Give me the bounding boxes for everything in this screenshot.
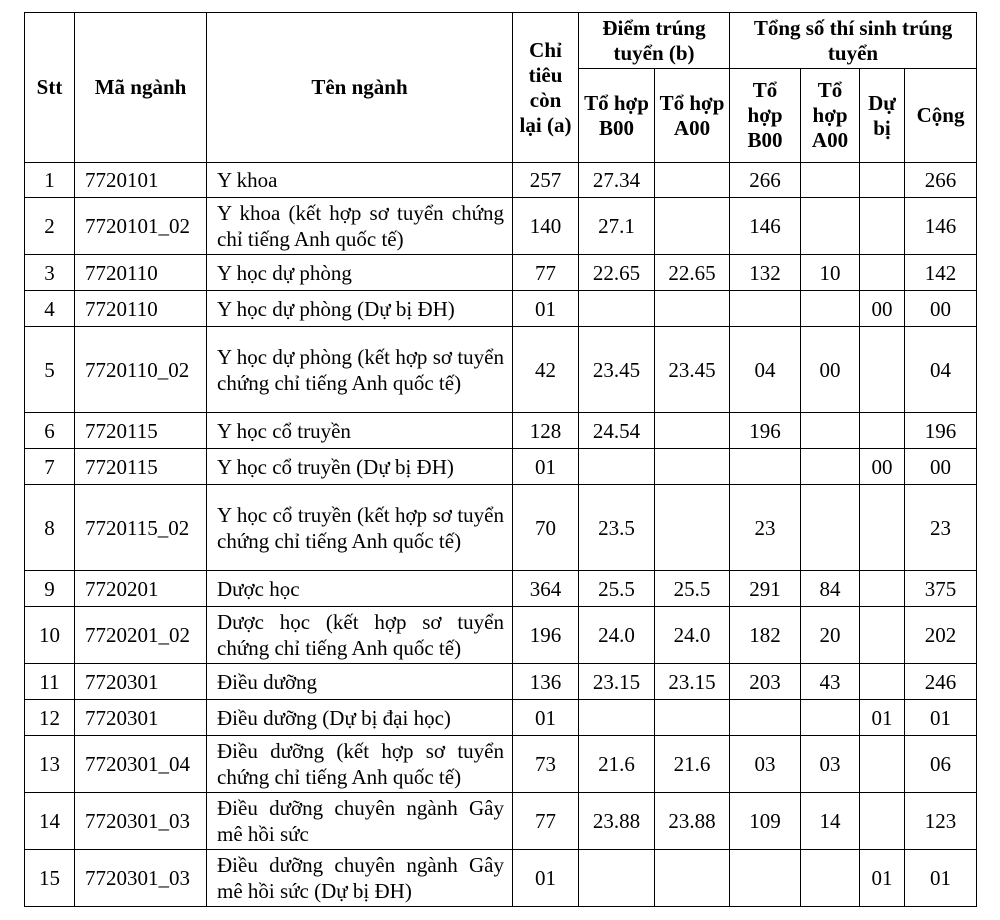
cell-cong: 142 <box>905 255 977 291</box>
cell-cong: 202 <box>905 607 977 664</box>
header-diem-b00: Tổ hợp B00 <box>579 69 655 163</box>
cell-diem-b00: 23.88 <box>579 793 655 850</box>
cell-diem-a00 <box>655 163 730 198</box>
header-du-bi: Dự bị <box>860 69 905 163</box>
cell-stt: 5 <box>25 327 75 413</box>
header-tong-so-thi-sinh: Tổng số thí sinh trúng tuyển <box>730 13 977 69</box>
cell-cong: 375 <box>905 571 977 607</box>
cell-ma-nganh: 7720115_02 <box>75 485 207 571</box>
admission-table <box>24 12 977 907</box>
cell-du-bi <box>860 607 905 664</box>
cell-chi-tieu: 196 <box>513 607 579 664</box>
table-row <box>25 255 977 291</box>
cell-stt: 13 <box>25 736 75 793</box>
cell-du-bi <box>860 198 905 255</box>
cell-diem-b00 <box>579 291 655 327</box>
cell-ma-nganh: 7720301_03 <box>75 850 207 907</box>
cell-du-bi <box>860 163 905 198</box>
cell-chi-tieu: 70 <box>513 485 579 571</box>
cell-du-bi <box>860 413 905 449</box>
cell-stt: 11 <box>25 664 75 700</box>
cell-diem-a00 <box>655 291 730 327</box>
table-row <box>25 700 977 736</box>
cell-tong-b00: 23 <box>730 485 801 571</box>
header-cong: Cộng <box>905 69 977 163</box>
cell-diem-b00: 24.54 <box>579 413 655 449</box>
cell-ma-nganh: 7720301 <box>75 664 207 700</box>
table-row <box>25 327 977 413</box>
header-tong-b00: Tổ hợp B00 <box>730 69 801 163</box>
cell-diem-b00: 23.45 <box>579 327 655 413</box>
cell-tong-a00 <box>801 449 860 485</box>
cell-diem-b00: 21.6 <box>579 736 655 793</box>
cell-tong-b00: 146 <box>730 198 801 255</box>
cell-stt: 3 <box>25 255 75 291</box>
cell-tong-a00: 00 <box>801 327 860 413</box>
cell-tong-a00: 14 <box>801 793 860 850</box>
cell-ma-nganh: 7720101_02 <box>75 198 207 255</box>
header-diem-trung-tuyen: Điểm trúng tuyển (b) <box>579 13 730 69</box>
header-ten-nganh: Tên ngành <box>207 13 513 163</box>
table-row <box>25 664 977 700</box>
cell-diem-b00: 23.5 <box>579 485 655 571</box>
cell-diem-b00: 25.5 <box>579 571 655 607</box>
cell-ma-nganh: 7720301 <box>75 700 207 736</box>
table-row <box>25 291 977 327</box>
cell-ma-nganh: 7720115 <box>75 413 207 449</box>
cell-cong: 04 <box>905 327 977 413</box>
cell-tong-a00: 10 <box>801 255 860 291</box>
cell-cong: 23 <box>905 485 977 571</box>
cell-ma-nganh: 7720301_04 <box>75 736 207 793</box>
cell-ma-nganh: 7720110_02 <box>75 327 207 413</box>
cell-diem-b00 <box>579 449 655 485</box>
cell-stt: 8 <box>25 485 75 571</box>
cell-diem-a00 <box>655 700 730 736</box>
cell-tong-b00: 291 <box>730 571 801 607</box>
cell-ma-nganh: 7720110 <box>75 255 207 291</box>
cell-tong-b00: 196 <box>730 413 801 449</box>
cell-ten-nganh: Y khoa <box>207 163 513 198</box>
cell-chi-tieu: 01 <box>513 850 579 907</box>
cell-ma-nganh: 7720115 <box>75 449 207 485</box>
cell-diem-a00 <box>655 485 730 571</box>
cell-tong-b00: 203 <box>730 664 801 700</box>
cell-ten-nganh: Dược học (kết hợp sơ tuyển chứng chỉ tiếng Anh quốc tế) <box>207 607 513 664</box>
header-stt: Stt <box>25 13 75 163</box>
cell-chi-tieu: 42 <box>513 327 579 413</box>
cell-diem-b00: 27.34 <box>579 163 655 198</box>
header-chi-tieu: Chỉ tiêu còn lại (a) <box>513 13 579 163</box>
cell-chi-tieu: 140 <box>513 198 579 255</box>
table-row <box>25 607 977 664</box>
cell-tong-a00: 20 <box>801 607 860 664</box>
cell-ten-nganh: Y học cổ truyền (Dự bị ĐH) <box>207 449 513 485</box>
cell-cong: 146 <box>905 198 977 255</box>
cell-diem-a00: 24.0 <box>655 607 730 664</box>
cell-cong: 196 <box>905 413 977 449</box>
cell-cong: 123 <box>905 793 977 850</box>
table-row <box>25 485 977 571</box>
cell-chi-tieu: 128 <box>513 413 579 449</box>
cell-stt: 12 <box>25 700 75 736</box>
cell-chi-tieu: 136 <box>513 664 579 700</box>
cell-tong-a00 <box>801 198 860 255</box>
cell-tong-b00: 266 <box>730 163 801 198</box>
cell-ten-nganh: Điều dưỡng (kết hợp sơ tuyển chứng chỉ tiếng Anh quốc tế) <box>207 736 513 793</box>
cell-tong-b00 <box>730 449 801 485</box>
table-header <box>25 13 977 163</box>
cell-diem-a00: 21.6 <box>655 736 730 793</box>
cell-tong-b00 <box>730 850 801 907</box>
cell-stt: 9 <box>25 571 75 607</box>
cell-du-bi: 01 <box>860 700 905 736</box>
cell-diem-a00: 23.15 <box>655 664 730 700</box>
cell-ma-nganh: 7720101 <box>75 163 207 198</box>
cell-du-bi <box>860 485 905 571</box>
cell-tong-a00 <box>801 413 860 449</box>
cell-chi-tieu: 77 <box>513 255 579 291</box>
table-row <box>25 449 977 485</box>
cell-diem-a00: 22.65 <box>655 255 730 291</box>
cell-du-bi <box>860 793 905 850</box>
cell-ten-nganh: Điều dưỡng chuyên ngành Gây mê hồi sức (Dự bị ĐH) <box>207 850 513 907</box>
cell-ten-nganh: Y học dự phòng (Dự bị ĐH) <box>207 291 513 327</box>
cell-du-bi: 00 <box>860 449 905 485</box>
cell-diem-b00: 23.15 <box>579 664 655 700</box>
table-row <box>25 198 977 255</box>
cell-cong: 01 <box>905 700 977 736</box>
cell-diem-a00: 23.45 <box>655 327 730 413</box>
cell-cong: 00 <box>905 291 977 327</box>
cell-tong-b00: 03 <box>730 736 801 793</box>
table-row <box>25 163 977 198</box>
cell-chi-tieu: 77 <box>513 793 579 850</box>
cell-stt: 6 <box>25 413 75 449</box>
cell-ten-nganh: Dược học <box>207 571 513 607</box>
cell-chi-tieu: 01 <box>513 449 579 485</box>
cell-ten-nganh: Y học cổ truyền (kết hợp sơ tuyển chứng chỉ tiếng Anh quốc tế) <box>207 485 513 571</box>
cell-stt: 1 <box>25 163 75 198</box>
cell-chi-tieu: 257 <box>513 163 579 198</box>
cell-tong-a00 <box>801 291 860 327</box>
table-row <box>25 736 977 793</box>
cell-cong: 06 <box>905 736 977 793</box>
cell-du-bi: 00 <box>860 291 905 327</box>
cell-diem-a00: 25.5 <box>655 571 730 607</box>
cell-ma-nganh: 7720301_03 <box>75 793 207 850</box>
cell-chi-tieu: 01 <box>513 700 579 736</box>
header-diem-a00: Tổ hợp A00 <box>655 69 730 163</box>
cell-ma-nganh: 7720110 <box>75 291 207 327</box>
cell-du-bi <box>860 664 905 700</box>
cell-stt: 2 <box>25 198 75 255</box>
header-tong-a00: Tổ hợp A00 <box>801 69 860 163</box>
cell-tong-a00 <box>801 850 860 907</box>
cell-du-bi <box>860 327 905 413</box>
cell-stt: 14 <box>25 793 75 850</box>
cell-cong: 246 <box>905 664 977 700</box>
cell-diem-b00 <box>579 850 655 907</box>
cell-ten-nganh: Điều dưỡng (Dự bị đại học) <box>207 700 513 736</box>
cell-diem-a00 <box>655 413 730 449</box>
cell-diem-b00 <box>579 700 655 736</box>
cell-tong-a00 <box>801 163 860 198</box>
table-body <box>25 163 977 907</box>
cell-tong-b00: 132 <box>730 255 801 291</box>
cell-tong-a00: 84 <box>801 571 860 607</box>
cell-tong-a00: 03 <box>801 736 860 793</box>
cell-cong: 00 <box>905 449 977 485</box>
table-row <box>25 850 977 907</box>
table-row <box>25 571 977 607</box>
cell-tong-a00 <box>801 485 860 571</box>
cell-tong-b00: 04 <box>730 327 801 413</box>
cell-stt: 10 <box>25 607 75 664</box>
cell-diem-b00: 24.0 <box>579 607 655 664</box>
cell-du-bi <box>860 255 905 291</box>
cell-stt: 7 <box>25 449 75 485</box>
cell-ma-nganh: 7720201_02 <box>75 607 207 664</box>
cell-tong-a00 <box>801 700 860 736</box>
cell-ten-nganh: Y học cổ truyền <box>207 413 513 449</box>
cell-ten-nganh: Điều dưỡng chuyên ngành Gây mê hồi sức <box>207 793 513 850</box>
cell-du-bi <box>860 571 905 607</box>
cell-chi-tieu: 73 <box>513 736 579 793</box>
cell-diem-b00: 27.1 <box>579 198 655 255</box>
cell-du-bi <box>860 736 905 793</box>
cell-diem-a00 <box>655 449 730 485</box>
table-row <box>25 413 977 449</box>
cell-ten-nganh: Y học dự phòng <box>207 255 513 291</box>
cell-chi-tieu: 01 <box>513 291 579 327</box>
cell-ten-nganh: Điều dưỡng <box>207 664 513 700</box>
cell-tong-b00 <box>730 700 801 736</box>
cell-ma-nganh: 7720201 <box>75 571 207 607</box>
cell-cong: 266 <box>905 163 977 198</box>
cell-diem-a00: 23.88 <box>655 793 730 850</box>
cell-cong: 01 <box>905 850 977 907</box>
cell-diem-a00 <box>655 198 730 255</box>
cell-diem-b00: 22.65 <box>579 255 655 291</box>
cell-diem-a00 <box>655 850 730 907</box>
cell-tong-b00: 182 <box>730 607 801 664</box>
cell-stt: 15 <box>25 850 75 907</box>
cell-stt: 4 <box>25 291 75 327</box>
cell-tong-b00: 109 <box>730 793 801 850</box>
table-row <box>25 793 977 850</box>
cell-du-bi: 01 <box>860 850 905 907</box>
cell-ten-nganh: Y học dự phòng (kết hợp sơ tuyển chứng chỉ tiếng Anh quốc tế) <box>207 327 513 413</box>
cell-ten-nganh: Y khoa (kết hợp sơ tuyển chứng chỉ tiếng Anh quốc tế) <box>207 198 513 255</box>
header-ma-nganh: Mã ngành <box>75 13 207 163</box>
cell-chi-tieu: 364 <box>513 571 579 607</box>
cell-tong-a00: 43 <box>801 664 860 700</box>
cell-tong-b00 <box>730 291 801 327</box>
